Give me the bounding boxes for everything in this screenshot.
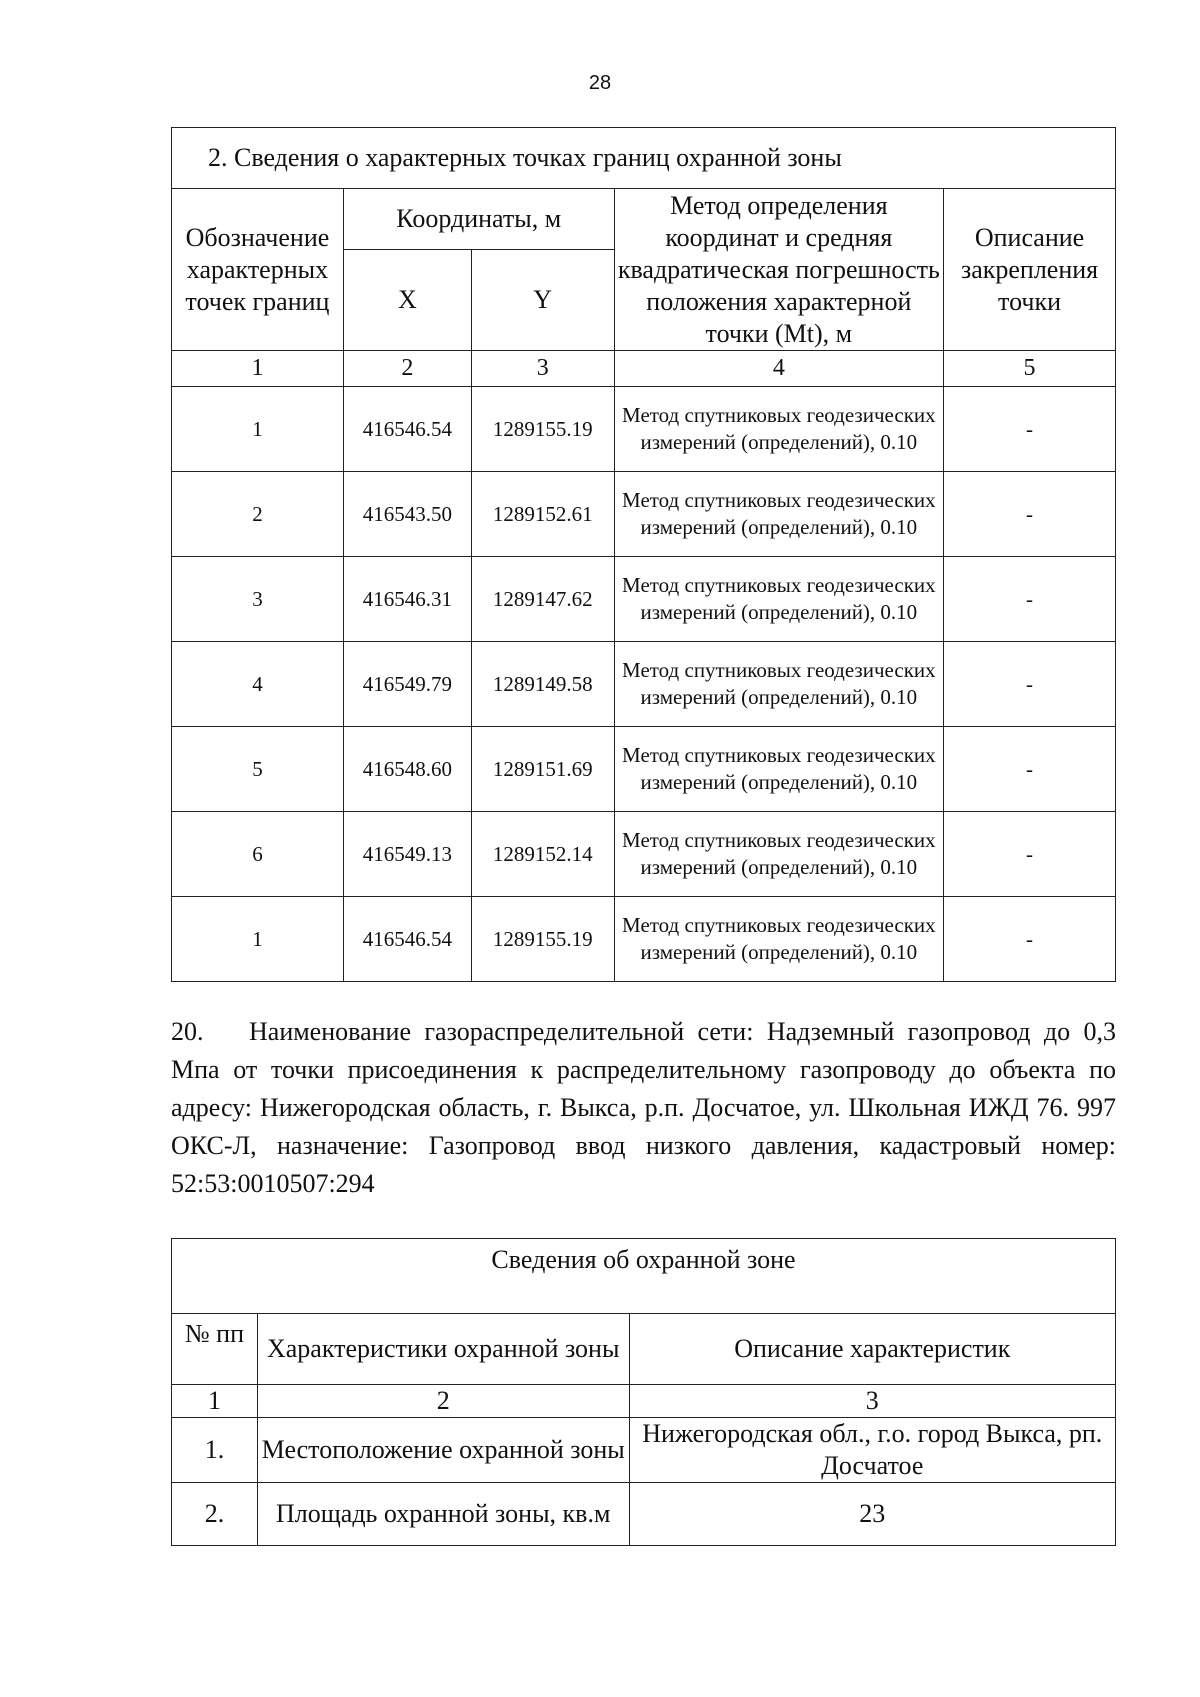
desc-cell: - — [944, 727, 1116, 812]
column-number: 3 — [471, 351, 614, 387]
header-method: Метод определения координат и средняя квадратическая погрешность положения характерной точки (Mt), м — [614, 189, 943, 351]
row-characteristic: Площадь охранной зоны, кв.м — [257, 1483, 629, 1546]
row-description: 23 — [629, 1483, 1115, 1546]
x-cell: 416546.31 — [343, 557, 471, 642]
desc-cell: - — [944, 472, 1116, 557]
x-cell: 416549.13 — [343, 812, 471, 897]
header-point-designation: Обозначение характерных точек границ — [172, 189, 344, 351]
column-number: 4 — [614, 351, 943, 387]
method-cell: Метод спутниковых геодезических измерений (определений), 0.10 — [614, 557, 943, 642]
table-row — [172, 1483, 1116, 1546]
method-cell: Метод спутниковых геодезических измерений (определений), 0.10 — [614, 897, 943, 982]
x-cell: 416549.79 — [343, 642, 471, 727]
table-row — [172, 1418, 1116, 1483]
table-row — [172, 897, 1116, 982]
column-number: 2 — [343, 351, 471, 387]
header-description: Описание характеристик — [629, 1314, 1115, 1385]
x-cell: 416546.54 — [343, 387, 471, 472]
protection-zone-table — [171, 1238, 1116, 1546]
table-row — [172, 472, 1116, 557]
table-row — [172, 557, 1116, 642]
paragraph-20 — [171, 1013, 1116, 1203]
y-cell: 1289155.19 — [471, 387, 614, 472]
x-cell: 416543.50 — [343, 472, 471, 557]
y-cell: 1289152.61 — [471, 472, 614, 557]
y-cell: 1289147.62 — [471, 557, 614, 642]
point-cell: 1 — [172, 897, 344, 982]
method-cell: Метод спутниковых геодезических измерений (определений), 0.10 — [614, 387, 943, 472]
column-number: 5 — [944, 351, 1116, 387]
method-cell: Метод спутниковых геодезических измерений (определений), 0.10 — [614, 812, 943, 897]
table-row — [172, 727, 1116, 812]
header-x: X — [343, 250, 471, 351]
point-cell: 3 — [172, 557, 344, 642]
table-row — [172, 642, 1116, 727]
header-description: Описание закрепления точки — [944, 189, 1116, 351]
method-cell: Метод спутниковых геодезических измерений (определений), 0.10 — [614, 727, 943, 812]
row-num: 2. — [172, 1483, 258, 1546]
column-number: 3 — [629, 1385, 1115, 1418]
paragraph-text: Наименование газораспределительной сети: Надземный газопровод до 0,3 Мпа от точки присоединения к распределительному газопроводу до объекта по адресу: Нижегородская область, г. Выкса, р.п. Досчатое, ул. Школьная ИЖД 76. 997 ОКС-Л, назначение: Газопровод ввод низкого давления, кадастровый номер: 52:53:0010507:294 — [171, 1017, 1116, 1198]
row-characteristic: Местоположение охранной зоны — [257, 1418, 629, 1483]
column-number: 2 — [257, 1385, 629, 1418]
table-title: Сведения об охранной зоне — [172, 1239, 1116, 1314]
point-cell: 5 — [172, 727, 344, 812]
column-number: 1 — [172, 351, 344, 387]
row-num: 1. — [172, 1418, 258, 1483]
paragraph-number: 20. — [171, 1017, 204, 1046]
desc-cell: - — [944, 642, 1116, 727]
desc-cell: - — [944, 557, 1116, 642]
header-characteristic: Характеристики охранной зоны — [257, 1314, 629, 1385]
y-cell: 1289151.69 — [471, 727, 614, 812]
y-cell: 1289155.19 — [471, 897, 614, 982]
point-cell: 1 — [172, 387, 344, 472]
desc-cell: - — [944, 387, 1116, 472]
header-y: Y — [471, 250, 614, 351]
point-cell: 6 — [172, 812, 344, 897]
x-cell: 416548.60 — [343, 727, 471, 812]
column-number: 1 — [172, 1385, 258, 1418]
boundary-points-table — [171, 127, 1116, 982]
table-row — [172, 387, 1116, 472]
table-title: 2. Сведения о характерных точках границ охранной зоны — [172, 128, 1116, 189]
header-coordinates: Координаты, м — [343, 189, 614, 250]
method-cell: Метод спутниковых геодезических измерений (определений), 0.10 — [614, 642, 943, 727]
x-cell: 416546.54 — [343, 897, 471, 982]
y-cell: 1289152.14 — [471, 812, 614, 897]
desc-cell: - — [944, 897, 1116, 982]
row-description: Нижегородская обл., г.о. город Выкса, рп. Досчатое — [629, 1418, 1115, 1483]
page-number: 28 — [588, 72, 612, 94]
y-cell: 1289149.58 — [471, 642, 614, 727]
method-cell: Метод спутниковых геодезических измерений (определений), 0.10 — [614, 472, 943, 557]
point-cell: 4 — [172, 642, 344, 727]
header-num: № пп — [172, 1314, 258, 1385]
desc-cell: - — [944, 812, 1116, 897]
point-cell: 2 — [172, 472, 344, 557]
table-row — [172, 812, 1116, 897]
